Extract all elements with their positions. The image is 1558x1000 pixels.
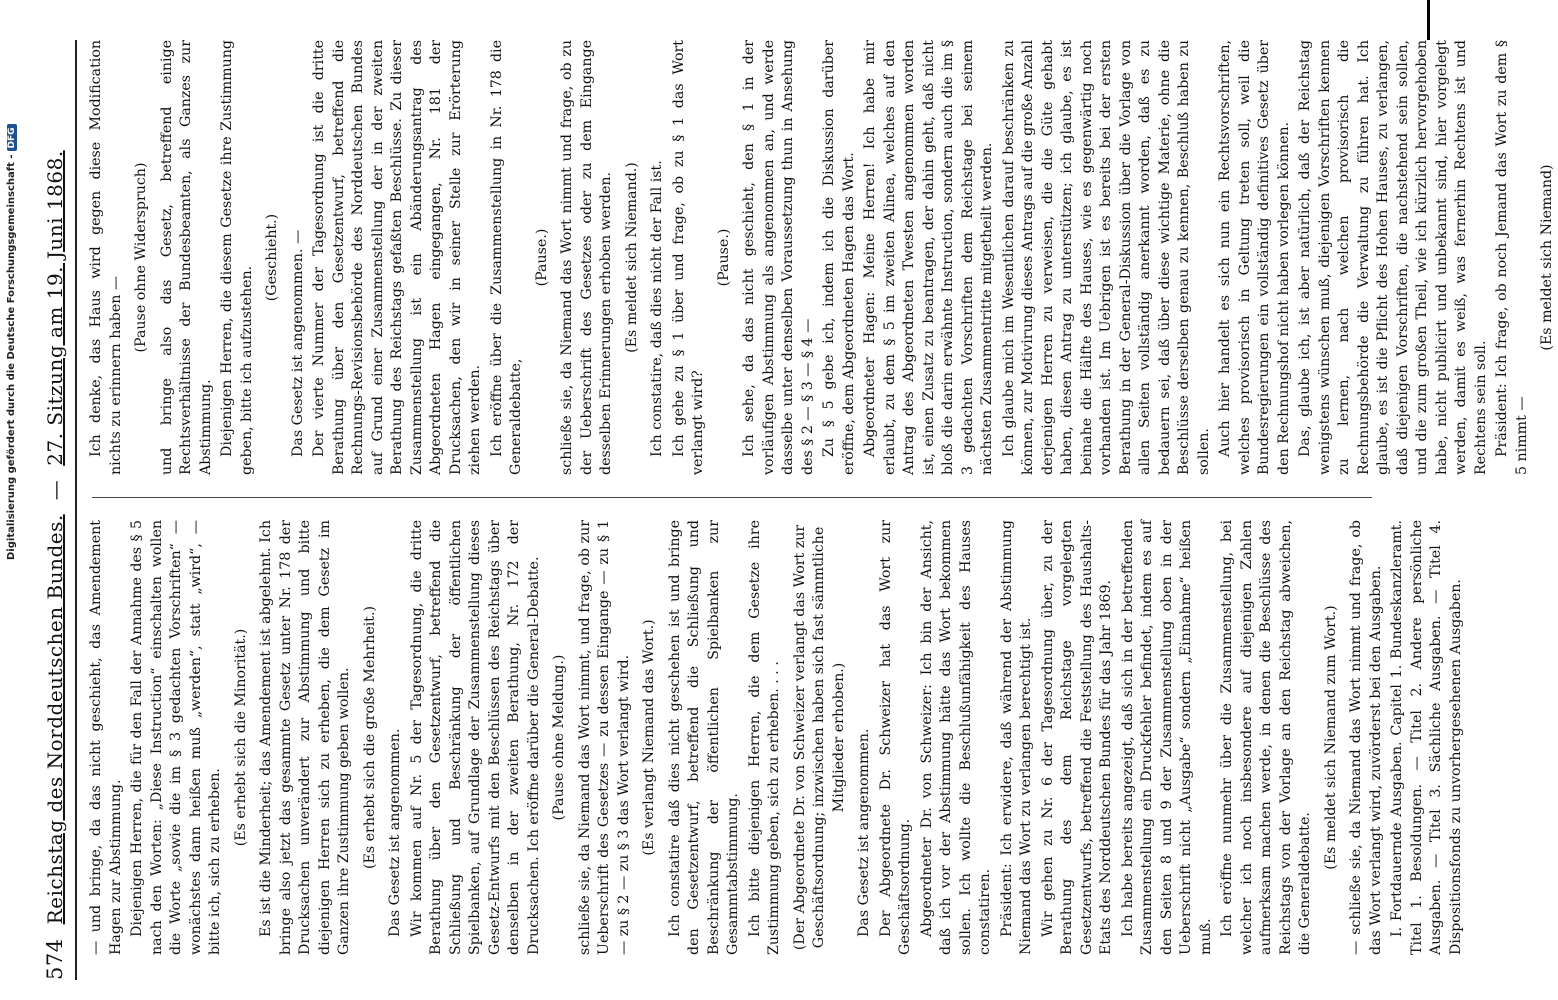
- paragraph: Ich bitte diejenigen Herren, die dem Gesetze ihre Zustimmung geben, sich zu erheben. . . .: [746, 520, 782, 955]
- paragraph: Ich gehe zu § 1 über und frage, ob zu § 1 das Wort verlangt wird?: [670, 40, 706, 475]
- paragraph: Das Gesetz ist angenommen. —: [289, 229, 306, 457]
- paragraph: schließe sie, da Niemand das Wort nimmt, und frage, ob zur Ueberschrift des Gesetzes — zu dessen Eingange — zu § 1 — zu § 2 — zu § 3 das Wort verlangt wird.: [576, 520, 632, 955]
- header-dash: —: [43, 479, 67, 501]
- scan-edge-mark: [1427, 0, 1430, 40]
- page-number: 574: [43, 938, 67, 980]
- paragraph: Wir gehen zu Nr. 6 der Tagesordnung über, zu der Berathung des dem Reichstage vorgelegten Gesetzentwurfs, betreffend die Feststellung des Haushalts-Etats des Norddeutschen Bundes für das Jahr 1869.: [1039, 520, 1114, 955]
- credit-text: Digitalisierung gefördert durch die Deutsche Forschungsgemeinschaft -: [6, 154, 17, 560]
- left-column: [87, 40, 1555, 475]
- header-title-left: Reichstag des Norddeutschen Bundes.: [43, 514, 67, 925]
- dfg-badge: DFG: [7, 124, 17, 151]
- remark-line: (Pause ohne Widerspruch): [133, 162, 149, 353]
- remark-line: (Es meldet sich Niemand.): [623, 162, 640, 353]
- paragraph: Ich eröffne über die Zusammenstellung in Nr. 178 die Generaldebatte,: [488, 40, 524, 475]
- paragraph: Ich glaube mich im Wesentlichen darauf beschränken zu können, zur Motivirung dieses Antrags auf die große Anzahl derjenigen Herren zu verweisen, die die Güte gehabt haben, diesen Antrag zu unterstützen; ich glaube, es ist beinahe die Hälfte des Hauses, wie es gegenwärtig noch vorhanden ist. Im Uebrigen ist es bereits bei der ersten Berathung in der General-Diskussion über die Vorlage von allen Seiten vollständig anerkannt worden, daß es zu bedauern sei, daß über diese wichtige Materie, ohne die Beschlüsse derselben genau zu kennen, Beschluß haben zu sollen.: [1000, 40, 1212, 475]
- paragraph: Diejenigen Herren, die diesem Gesetze ihre Zustimmung geben, bitte ich aufzustehen.: [219, 40, 255, 475]
- paragraph: Ich sehe, da das nicht geschieht, den § 1 in der vorläufigen Abstimmung als angenommen an, und werde dasselbe unter denselben Voraussetzung thun in Ansehung des § 2 — § 3 — § 4 —: [741, 40, 816, 475]
- paragraph: Diejenigen Herren, die für den Fall der Annahme des § 5 nach den Worten: „Diese Instruction“ einschalten wollen die Worte „sowie die im § 3 gedachten Vorschriften“ — wonächstes dann heißen muß „werden“, statt „wird“, — bitte ich, sich zu erheben.: [129, 520, 223, 955]
- paragraph: und bringe also das Gesetz, betreffend einige Rechtsverhältnisse der Bundesbeamten, als Ganzes zur Abstimmung.: [158, 40, 214, 475]
- paragraph: — und bringe, da das nicht geschieht, das Amendement Hagen zur Abstimmung.: [88, 520, 124, 955]
- remark-line: (Pause ohne Meldung.): [551, 654, 567, 821]
- right-column: [87, 520, 1464, 955]
- paragraph: Das Gesetz ist angenommen.: [387, 728, 403, 937]
- paragraph: Ich eröffne nunmehr über die Zusammenstellung, bei welcher ich noch insbesondere auf diejenigen Zahlen aufmerksam machen werde, in denen die Beschlüsse des Reichstags von der Vorlage an den Reichstag abweichen, die Generaldebatte.: [1219, 520, 1313, 955]
- paragraph: Ich denke, das Haus wird gegen diese Modification nichts zu erinnern haben —: [88, 40, 124, 475]
- remark-line: (Pause.): [715, 228, 732, 287]
- page-header: [40, 40, 70, 980]
- paragraph: Das, glaube ich, ist aber natürlich, daß der Reichstag wenigstens wünschen muß, diejenigen Vorschriften kennen zu lernen, nach welchen provisorisch die Rechnungsbehörde die Verwaltung zu führen hat. Ich glaube, es ist die Pflicht des Hohen Hauses, zu verlangen, daß diejenigen Vorschriften, die nachstehend sein sollen, und die zum großen Theil, wie ich kürzlich hervorgehoben habe, nicht publicirt und unbekannt sind, hier vorgelegt werden, damit es weiß, was fernerhin Rechtens ist und Rechtens sein soll.: [1297, 40, 1489, 475]
- remark-line: (Es verlangt Niemand das Wort.): [641, 619, 657, 856]
- remark-line: (Pause.): [533, 228, 550, 287]
- remark-line: (Es meldet sich Niemand zum Wort.): [1322, 605, 1339, 870]
- remark-line: (Es erhebt sich die große Mehrheit.): [361, 605, 378, 870]
- paragraph: Der vierte Nummer der Tagesordnung ist die dritte Berathung über den Gesetzentwurf, betreffend die Rechnungs-Revisionsbehörde des Norddeutschen Bundes auf Grund einer Zusammenstellung der in der zweiten Berathung des Reichstags gefaßten Beschlüsse. Zu dieser Zusammenstellung ist ein Abänderungsantrag des Abgeordneten Hagen eingegangen, Nr. 181 der Drucksachen, den wir in seiner Stelle zur Erörterung ziehen werden.: [311, 40, 483, 475]
- paragraph: Zu § 5 gebe ich, indem ich die Diskussion darüber eröffne, dem Abgeordneten Hagen das Wort.: [821, 40, 857, 475]
- header-title-right: 27. Sitzung am 19. Juni 1868.: [43, 150, 67, 466]
- remark-line: (Es erhebt sich die Minorität.): [232, 628, 249, 847]
- column-divider: [92, 497, 1372, 498]
- paragraph: Präsident: Ich erwidere, daß während der Abstimmung Niemand das Wort zu verlangen berechtigt ist.: [998, 520, 1034, 955]
- paragraph: I. Fortdauernde Ausgaben. Capitel 1. Bundeskanzleramt. Titel 1. Besoldungen. — Titel 2. Andere persönliche Ausgaben. — Titel 3. Sächliche Ausgaben. — Titel 4. Dispositionsfonds zu unvorhergesehenen Ausgaben.: [1389, 520, 1464, 955]
- header-rule: [75, 40, 77, 980]
- paragraph: Präsident: Ich frage, ob noch Jemand das Wort zu dem § 5 nimmt —: [1494, 40, 1530, 475]
- paragraph: Abgeordneter Dr. von Schweizer: Ich bin der Ansicht, daß ich vor der Abstimmung hätte das Wort bekommen sollen. Ich wollte die Beschlußunfähigkeit des Hauses constatiren.: [918, 520, 993, 955]
- paragraph: Ich constatire daß dies nicht geschehen ist und bringe den Gesetzentwurf, betreffend die Schließung und Beschränkung der öffentlichen Spielbanken zur Gesammtabstimmung.: [666, 520, 741, 955]
- paragraph: Wir kommen auf Nr. 5 der Tagesordnung, die dritte Berathung über den Gesetzentwurf, betreffend die Schließung und Beschränkung der öffentlichen Spielbanken, auf Grundlage der Zusammenstellung dieses Gesetz-Entwurfs mit den Beschlüssen des Reichstags über denselben in der zweiten Berathung, Nr. 172 der Drucksachen. Ich eröffne darüber die General-Debatte.: [408, 520, 542, 955]
- paragraph: Das Gesetz ist angenommen.: [856, 728, 872, 937]
- paragraph: Ich habe bereits angezeigt, daß sich in der betreffenden Zusammenstellung ein Druckfehler befindet, indem es auf den Seiten 8 und 9 der Zusammenstellung oben in der Ueberschrift nicht „Ausgabe“ sondern „Einnahme“ heißen muß.: [1119, 520, 1214, 955]
- paragraph: Der Abgeordnete Dr. Schweizer hat das Wort zur Geschäftsordnung.: [877, 520, 913, 955]
- paragraph: Ich constatire, daß dies nicht der Fall ist.: [649, 160, 665, 457]
- paragraph: — schließe sie, da Niemand das Wort nimmt und frage, ob das Wort verlangt wird, zuvörderst bei den Ausgaben.: [1348, 520, 1384, 955]
- paragraph: schließe sie, da Niemand das Wort nimmt und frage, ob zu der Ueberschrift des Gesetzes oder zu dem Eingange desselben Erinnerungen erhoben werden.: [559, 40, 614, 475]
- paragraph: Auch hier handelt es sich nun ein Rechtsvorschriften, welches provisorisch in Geltung treten soll, weil die Bundesregierungen ein vollständig definitives Gesetz über den Rechnungshof nicht haben vorlegen können.: [1217, 40, 1292, 475]
- remark-line: (Es meldet sich Niemand): [1539, 164, 1555, 351]
- remark-line: (Geschieht.): [264, 213, 280, 302]
- paragraph: Es ist die Minderheit; das Amendement ist abgelehnt. Ich bringe also jetzt das gesammte Gesetz unter Nr. 178 der Drucksachen unverändert zur Abstimmung und bitte diejenigen Herren sich zu erheben, die dem Gesetz im Ganzen ihre Zustimmung geben wollen.: [258, 520, 352, 955]
- paragraph: Abgeordneter Hagen: Meine Herren! Ich habe mir erlaubt, zu dem § 5 im zweiten Alinea, welches auf den Antrag des Abgeordneten Twesten angenommen worden ist, einen Zusatz zu beantragen, der dahin geht, daß nicht bloß die darin erwähnte Instruction, sondern auch die im § 3 gedachten Vorschriften dem Reichstage bei seinem nächsten Zusammentritte mitgetheilt werden.: [862, 40, 995, 475]
- remark-line: (Der Abgeordnete Dr. von Schweizer verlangt das Wort zur Geschäftsordnung; inzwischen haben sich fast sämmtliche Mitglieder erhoben.): [791, 524, 847, 951]
- digitization-credit: [6, 124, 17, 560]
